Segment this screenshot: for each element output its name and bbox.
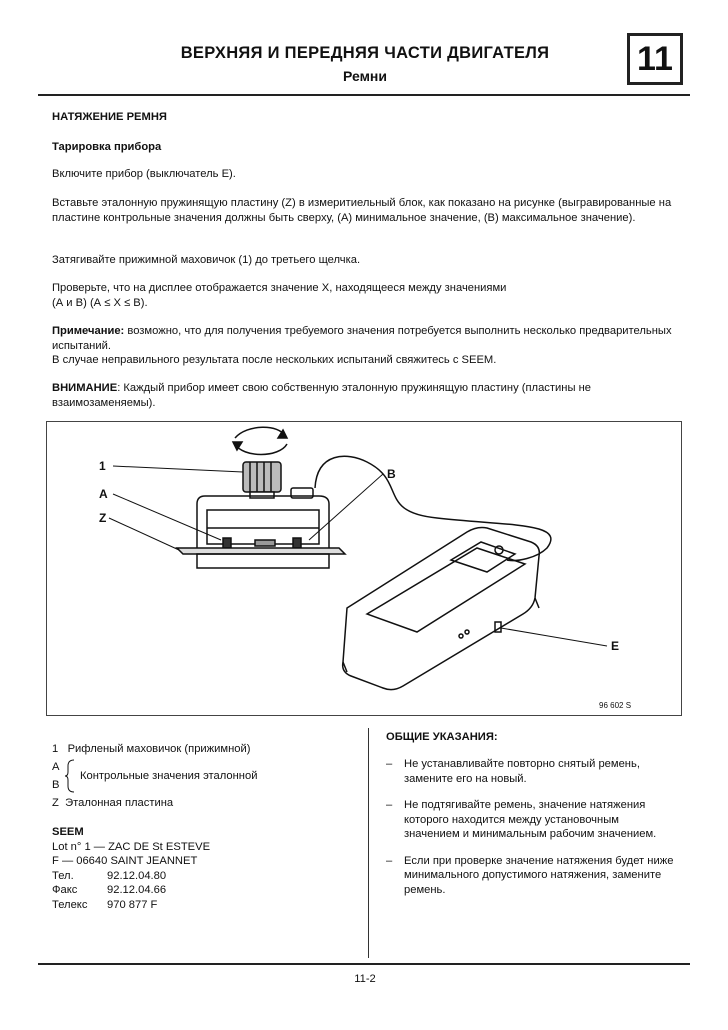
- contact-tel-label: Тел.: [52, 869, 74, 882]
- page-number: 11-2: [354, 973, 376, 985]
- legend-brace-icon: [64, 758, 78, 794]
- note-label: Примечание:: [52, 325, 125, 337]
- legend-key-b: В: [52, 779, 60, 791]
- footer-rule: [38, 963, 690, 965]
- contact-fax: [52, 883, 352, 898]
- paragraph-4: [52, 281, 682, 310]
- paragraph-2: Вставьте эталонную пружинящую пластину (Z) в измеритиельный блок, как показано на рисунке (выгравированные на пластине контрольные значения должны быть сверху, (А) минимальное значение, (В) максимальное значение).: [52, 197, 672, 224]
- contact-telex-label: Телекс: [52, 898, 88, 911]
- figure-label-z: Z: [99, 511, 107, 525]
- general-list: [386, 757, 676, 897]
- figure-label-e: E: [611, 639, 620, 653]
- general-heading: ОБЩИЕ УКАЗАНИЯ:: [386, 731, 498, 743]
- figure-label-1: 1: [99, 459, 106, 473]
- note-text: возможно, что для получения требуемого значения потребуется выполнить несколько предварительных испытаний.: [52, 325, 672, 352]
- dash-icon: –: [386, 758, 393, 770]
- dash-icon: –: [386, 854, 393, 867]
- section-number: 11: [627, 33, 683, 85]
- warning-paragraph: [52, 381, 682, 410]
- general-item: [386, 757, 676, 786]
- contact-block: [52, 825, 352, 912]
- legend-text-1: Рифленый маховичок (прижимной): [67, 743, 251, 755]
- figure-reference: 96 602 S: [599, 701, 632, 710]
- contact-company: SEEM: [52, 826, 84, 838]
- figure-label-a: A: [99, 487, 108, 501]
- warning-label: ВНИМАНИЕ: [52, 382, 118, 394]
- general-item: [386, 854, 676, 898]
- note-paragraph: [52, 324, 682, 368]
- header-rule: [38, 94, 690, 96]
- legend-key-z: Z: [52, 797, 59, 809]
- legend-item-1: [52, 742, 250, 757]
- paragraph-4-line-2: (А и В) (А ≤ X ≤ В).: [52, 296, 148, 309]
- page-subtitle: Ремни: [342, 68, 387, 84]
- contact-tel-value: 92.12.04.80: [107, 869, 167, 882]
- paragraph-1: Включите прибор (выключатель Е).: [52, 168, 236, 180]
- contact-address-1: Lot n° 1 — ZAC DE St ESTEVE: [52, 840, 211, 853]
- legend-text-ab: Контрольные значения эталонной: [80, 770, 258, 782]
- subsection-heading: Тарировка прибора: [52, 141, 162, 153]
- page-title: ВЕРХНЯЯ И ПЕРЕДНЯЯ ЧАСТИ ДВИГАТЕЛЯ: [180, 44, 550, 62]
- section-heading: НАТЯЖЕНИЕ РЕМНЯ: [52, 111, 167, 123]
- legend-text-z: Эталонная пластина: [65, 797, 174, 809]
- rotation-arrow-icon: [235, 427, 287, 454]
- general-item: [386, 798, 676, 842]
- legend-key-1: 1: [52, 743, 59, 755]
- general-item-text: Не подтягивайте ремень, значение натяжения которого находится между установочным значением и минимальным рабочим значением.: [404, 799, 657, 840]
- knurled-knob: [243, 462, 281, 492]
- paragraph-4-line-1: Проверьте, что на дисплее отображается значение X, находящееся между значениями: [52, 282, 507, 294]
- contact-tel: [52, 869, 352, 884]
- contact-fax-label: Факс: [52, 884, 78, 896]
- legend-item-z: [52, 796, 173, 811]
- general-item-text: Если при проверке значение натяжения будет ниже минимального допустимого натяжения, замените ремень.: [404, 854, 674, 896]
- tensiometer-illustration: [47, 422, 683, 717]
- figure-label-b: B: [387, 467, 396, 481]
- note-line-2: В случае неправильного результата после нескольких испытаний свяжитесь с SEEM.: [52, 354, 497, 366]
- dash-icon: –: [386, 799, 393, 811]
- general-item-text: Не устанавливайте повторно снятый ремень, замените его на новый.: [404, 758, 640, 785]
- legend-key-a: А: [52, 761, 60, 773]
- contact-telex: [52, 898, 352, 913]
- warning-text: : Каждый прибор имеет свою собственную эталонную пружинящую пластину (пластины не взаимозаменяемы).: [52, 382, 592, 409]
- cable: [315, 456, 551, 560]
- paragraph-3: Затягивайте прижимной маховичок (1) до третьего щелчка.: [52, 254, 361, 266]
- contact-telex-value: 970 877 F: [107, 898, 158, 911]
- figure-frame: [46, 421, 682, 716]
- note-line-1: [52, 324, 682, 353]
- contact-fax-value: 92.12.04.66: [107, 884, 167, 896]
- contact-address-2: F — 06640 SAINT JEANNET: [52, 855, 198, 867]
- calibration-plate: [177, 548, 345, 554]
- column-divider: [368, 728, 369, 958]
